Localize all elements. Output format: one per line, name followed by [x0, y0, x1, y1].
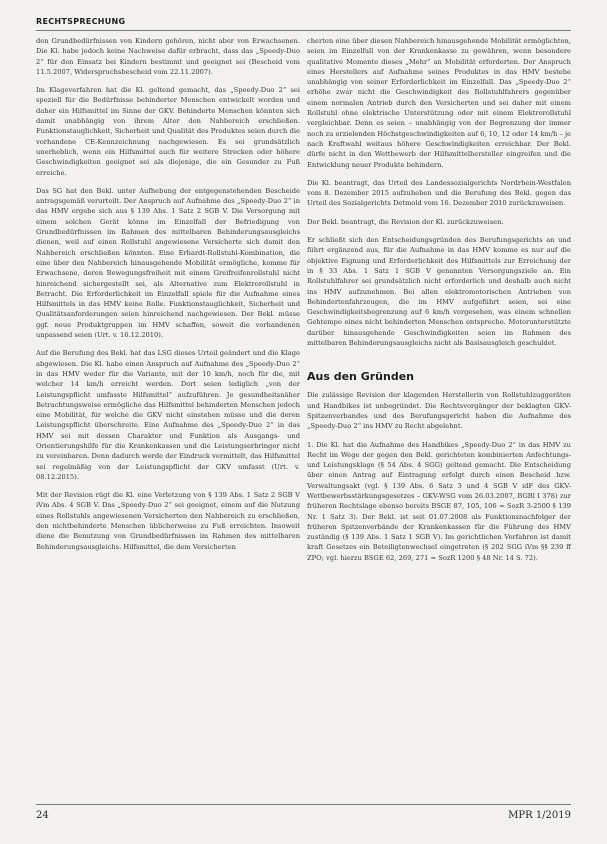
left-column	[36, 36, 300, 560]
right-column	[307, 36, 571, 571]
paragraph: Die Kl. beantragt, das Urteil des Landessozialgerichts Nordrhein-Westfalen vom 8. Dezember 2015 aufzuheben und die Berufung des Bekl. gegen das Urteil des Sozialgerichts Detmold vom 16. Dezember 2010 zurückzuweisen.	[307, 178, 571, 208]
footer-rule	[36, 804, 571, 805]
paragraph: Die zulässige Revision der klagenden Herstellerin von Rollstuhlzuggeräten und Handbikes ist unbegründet. Die Rechtsvorgänger der beklagten GKV-Spitzenverbandes und des Berufungsgericht haben die Aufnahme des „Speedy-Duo 2“ ins HMV zu Recht abgelehnt.	[307, 391, 571, 431]
paragraph: 1. Die Kl. hat die Aufnahme des Handbikes „Speedy-Duo 2“ in das HMV zu Recht im Wege der gegen den Bekl. gerichteten kombinierten Anfechtungs- und Leistungsklage (§ 54 Abs. 4 SGG) geltend gemacht. Die Entscheidung über einen Antrag auf Eintragung erfolgt durch einen Bescheid bzw. Verwaltungsakt (vgl. § 139 Abs. 6 Satz 3 und 4 SGB V idF des GKV-Wettbewerbsstärkungsgesetzes – GKV-WSG vom 26.03.2007, BGBl I 378) zur früheren Rechtslage ebenso bereits BSGE 87, 105, 106 = SozR 3-2500 § 139 Nr. 1 Satz 3). Der Bekl. ist seit 01.07.2008 als Funktionsnachfolger der früheren Spitzenverbände der Krankenkassen für die Führung des HMV zuständig (§ 139 Abs. 1 Satz 1 SGB V). Im gerichtlichen Verfahren ist damit kraft Gesetzes ein Beteiligtenwechsel eingetreten (§ 202 SGG iVm §§ 239 ff ZPO; vgl. hierzu BSGE 62, 269, 271 = SozR 1200 § 48 Nr. 14 S. 72).	[307, 440, 571, 562]
page-number: 24	[36, 810, 49, 821]
paragraph: Mit der Revision rügt die Kl. eine Verletzung von § 139 Abs. 1 Satz 2 SGB V iVm Abs. 4 SGB V. Das „Speedy-Duo 2“ sei geeignet, einem auf die Nutzung eines Rollstuhls angewiesenen Versicherten den Nahbereich zu erschließen, den nichtbehinderte Menschen üblicherweise zu Fuß erreichten. Insoweit diene die Benutzung von Grundbedürfnissen im Rahmen des mittelbaren Behinderungsausgleichs. Hilfsmittel, die dem Versicherten	[36, 491, 300, 551]
paragraph: Der Bekl. beantragt, die Revision der Kl. zurückzuweisen.	[307, 217, 504, 226]
paragraph: cherten eine über diesen Nahbereich hinausgehende Mobilität ermöglichten, seien im Einzelfall von der Krankenkasse zu gewähren, wenn besondere qualitative Momente dieses „Mehr“ an Mobilität erforderten. Der Anspruch eines Herstellers auf Aufnahme seines Produktes in das HMV bestehe unabhängig von seiner Erforderlichkeit im Einzelfall. Das „Speedy-Duo 2“ erhöhe zwar nicht die Geschwindigkeit des Rollstuhlfahrers gegenüber einem normalen Antrieb durch den Versicherten und sei daher mit einem Rollstuhl ohne elektrische Unterstützung oder mit einem Elektrorollstuhl vergleichbar. Denn es seien – unabhängig von der Begrenzung der immer noch zu erzielenden Höchstgeschwindigkeiten auf 6, 10, 12 oder 14 km/h – je nach Kraftwahl weitaus höhere Geschwindigkeiten erreichbar. Der Bekl. dürfe nicht in den Wettbewerb der Hilfsmittelhersteller eingreifen und die Entwicklung neuer Produkte behindern.	[307, 37, 571, 169]
paragraph: Er schließt sich den Entscheidungsgründen des Berufungsgerichts an und führt ergänzend aus, für die Aufnahme in das HMV komme es nur auf die objektive Eignung und Erforderlichkeit des Hilfsmittels zur Erreichung der in § 33 Abs. 1 Satz 1 SGB V genannten Versorgungsziele an. Ein Rollstuhlfahrer sei grundsätzlich nicht erforderlich und deshalb auch nicht ins HMV aufzunehmen. Bei allen elektromotorischen Antrieben von Behindertenfahrzeugen, die im HMV aufgeführt seien, sei eine Geschwindigkeitsbegrenzung auf 6 km/h vorgesehen, was einem schnellen Gehtempo eines nicht behinderten Menschen entspreche. Motorunterstützte darüber hinausgehende Geschwindigkeiten seien im Rahmen des mittelbaren Behinderungsausgleichs nicht als Basisausgleich geschuldet.	[307, 236, 571, 348]
header-rule	[36, 30, 571, 31]
paragraph: den Grundbedürfnissen von Kindern gehören, nicht aber von Erwachsenen. Die Kl. habe jedoch keine Nachweise dafür erbracht, dass das „Speedy-Duo 2“ für den Einsatz bei Kindern bestimmt und geeignet sei (Bescheid vom 11.5.2007, Widerspruchsbescheid vom 22.11.2007).	[36, 37, 300, 76]
journal-issue: MPR 1/2019	[508, 810, 571, 821]
section-heading: Aus den Gründen	[307, 370, 414, 384]
running-head: RECHTSPRECHUNG	[36, 17, 126, 26]
paragraph: Das SG hat den Bekl. unter Aufhebung der entgegenstehenden Bescheide antragsgemäß verurteilt. Der Anspruch auf Aufnahme des „Speedy-Duo 2“ in das HMV ergebe sich aus § 139 Abs. 1 Satz 2 SGB V. Die Versorgung mit einem solchen Gerät könne im Einzelfall der Befriedigung von Grundbedürfnissen im Rahmen des mittelbaren Behinderungsausgleichs dienen, weil auf einen Rollstuhl angewiesene Versicherte sich damit den Nahbereich erschließen könnten. Eine Erhardt-Rollstuhl-Kombination, die eine über den Nahbereich hinausgehende Mobilität ermögliche, komme für Erwachsene, deren Bewegungsfreiheit mit einem Greifreifenrollstuhl nicht hinreichend sichergestellt sei, als Alternative zum Elektrorollstuhl in Betracht. Die Erforderlichkeit im Einzelfall spiele für die Aufnahme eines Hilfsmittels in das HMV keine Rolle. Funktionstauglichkeit, Sicherheit und Qualitätsanforderungen seien hinreichend nachgewiesen. Der Bekl. müsse ggf. neue Produktgruppen im HMV schaffen, soweit die vorhandenen unpassend seien (Urt. v. 16.12.2010).	[36, 186, 300, 340]
paragraph: Im Klageverfahren hat die Kl. geltend gemacht, das „Speedy-Duo 2“ sei speziell für die Bedürfnisse behinderter Menschen entwickelt worden und daher ein Hilfsmittel im Sinne der GKV. Behinderte Menschen könnten sich damit unabhängig von ihrem Alter den Nahbereich erschließen. Funktionstauglichkeit, Sicherheit und Qualität des Produktes seien durch die vorhandene CE-Kennzeichnung nachgewiesen. Es sei grundsätzlich unerheblich, wenn ein Hilfsmittel auch für weitere Strecken oder höhere Geschwindigkeiten geeignet sei als diejenige, die ein Gesunder zu Fuß erreiche.	[36, 86, 300, 177]
paragraph: Auf die Berufung des Bekl. hat das LSG dieses Urteil geändert und die Klage abgewiesen. Die Kl. habe einen Anspruch auf Aufnahme des „Speedy-Duo 2“ in das HMV weder für die Variante, mit der 10 km/h, noch für die, mit welcher 14 km/h erreicht werden. Dort seien lediglich „von der Leistungspflicht umfasste Hilfsmittel“ aufzuführen. Je gesundheitsnäher Betrachtungsweise ermögliche das Hilfsmittel behinderten Menschen jedoch eine Mobilität, für welche die GKV nicht einstehen müsse und die deren Leistungspflicht überschreite. Eine Aufnahme des „Speedy-Duo 2“ in das HMV sei mit dessen Charakter und Funktion als Ausgangs- und Orientierungshilfe für die Krankenkassen und die Leistungserbringer nicht zu vereinbaren. Denn dadurch werde der Eindruck vermittelt, das Hilfsmittel sei regelmäßig von der Leistungspflicht der GKV umfasst (Urt. v. 08.12.2015).	[36, 349, 300, 481]
